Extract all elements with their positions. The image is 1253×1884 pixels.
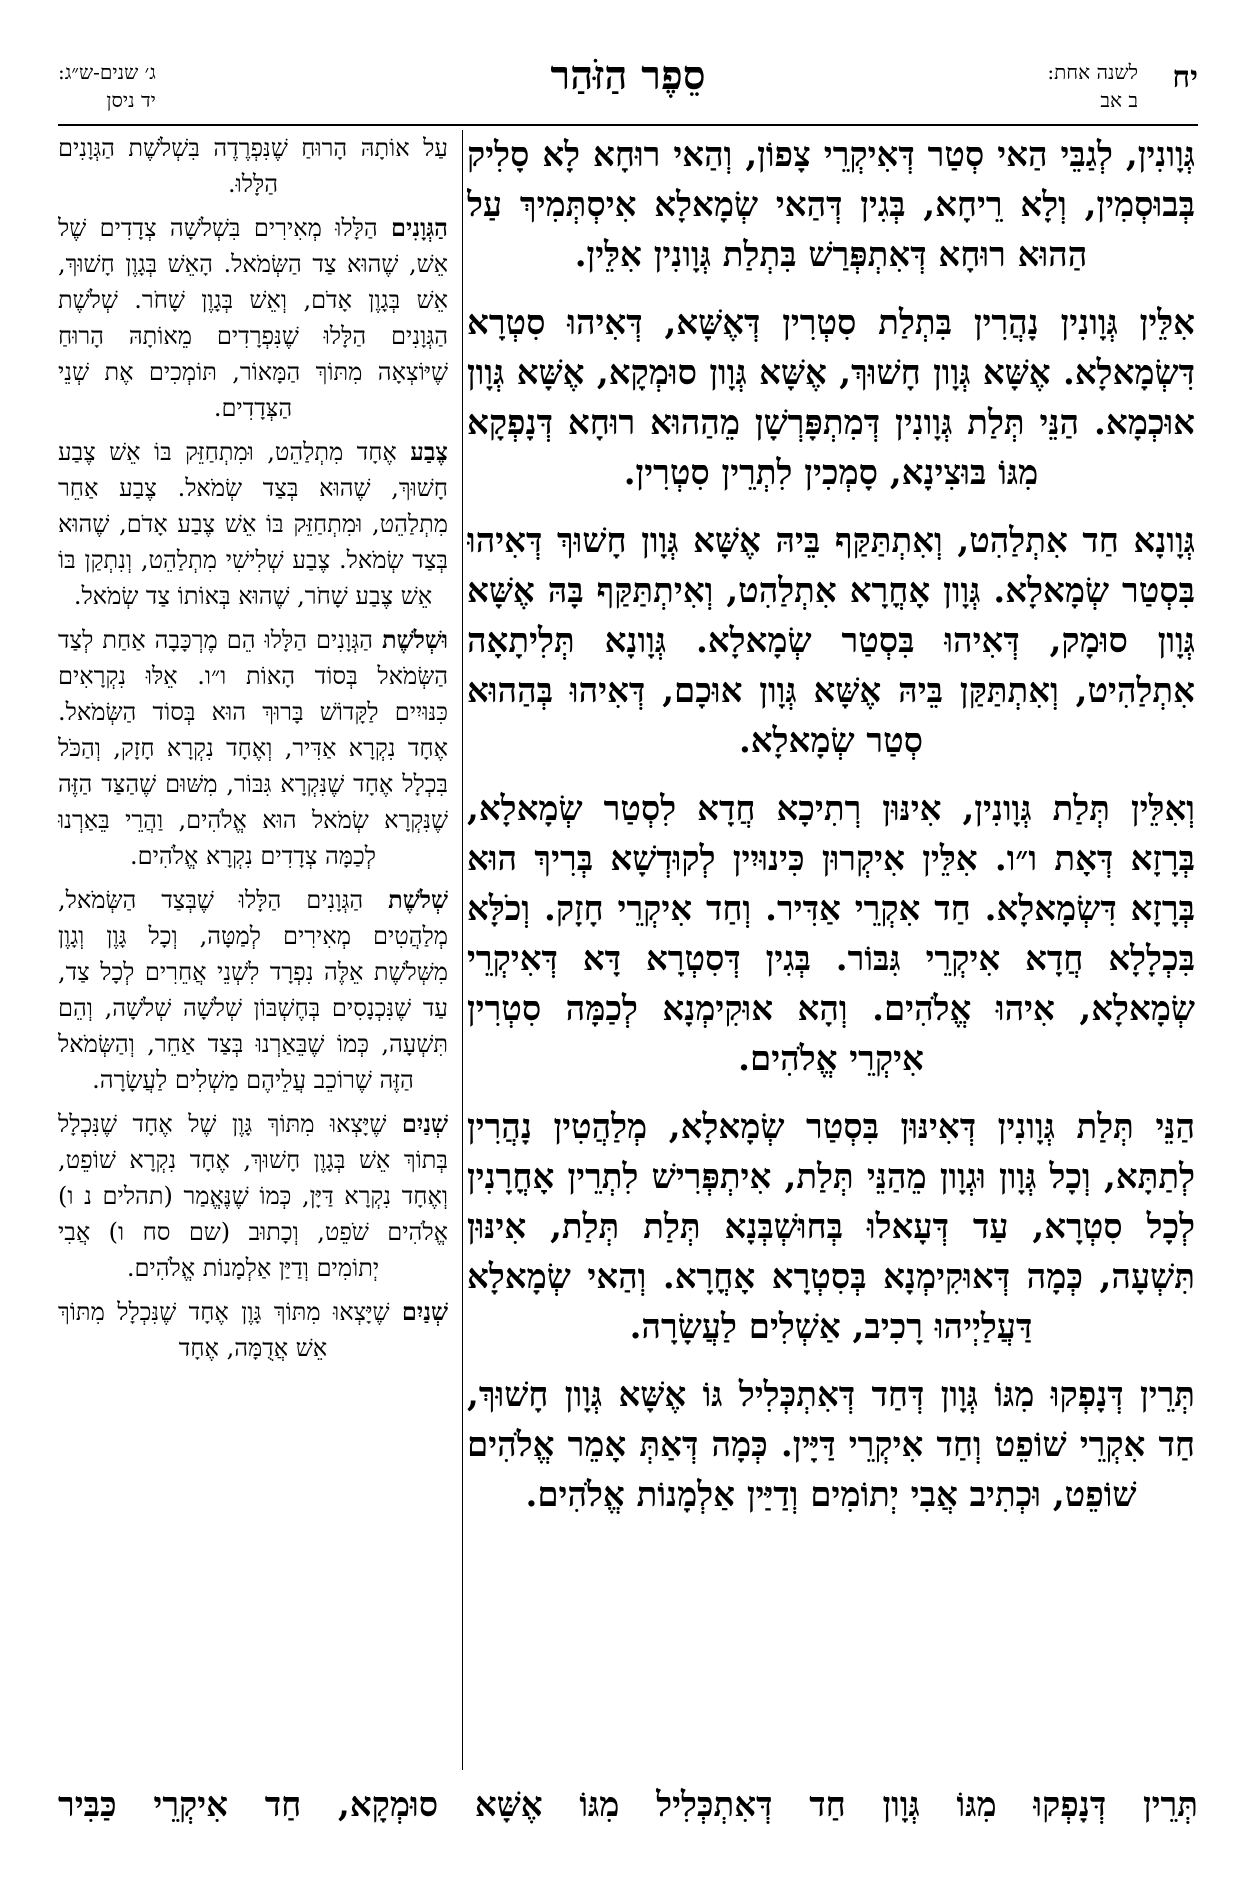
- translation-paragraph: [58, 434, 448, 614]
- paragraph-text: שֶׁיָּצְאוּ מִתּוֹךְ גָּוֶן שֶׁל אֶחָד שֶׁנִּכְלָל בְּתוֹךְ אֵשׁ בְּגָוֶן חָשׁוּךְ, אֶחָד נִקְרָא שׁוֹפֵט, וְאֶחָד נִקְרָא דַּיָּן, כְּמוֹ שֶׁנֶּאֱמַר (תהלים נ ו) אֱלֹהִים שֹׁפֵט, וְכָתוּב (שם סח ו) אֲבִי יְתוֹמִים וְדַיַּן אַלְמָנוֹת אֱלֹהִים.: [58, 1110, 448, 1282]
- schedule-three-years: [58, 58, 156, 114]
- paragraph-text: שֶׁיָּצְאוּ מִתּוֹךְ גָּוֶן אֶחָד שֶׁנִּכְלָל מִתּוֹךְ אֵשׁ אֲדֻמָּה, אֶחָד: [58, 1298, 402, 1362]
- paragraph-lead-word: שְׁנַיִם: [401, 1109, 448, 1138]
- paragraph-text: אֶחָד מִתְלַהֵט, וּמִתְחַזֵּק בּוֹ אֵשׁ צֶבַע חָשׁוּךְ, שֶׁהוּא בְּצַד שְׂמֹאל. צֶבַע אַחֵר מִתְלַהֵט, וּמִתְחַזֵּק בּוֹ אֵשׁ צֶבַע אָדֹם, שֶׁהוּא בְּצַד שְׂמֹאל. צֶבַע שְׁלִישִׁי מִתְלַהֵט, וְנִתְקַן בּוֹ אֵשׁ צֶבַע שָׁחֹר, שֶׁהוּא בְּאוֹתוֹ צַד שְׂמֹאל.: [58, 438, 448, 610]
- schedule-one-year-date: ב אב: [1100, 88, 1138, 112]
- aramaic-paragraph: הַנֵּי תְּלַת גְּוָונִין דְּאִינּוּן בִּסְטַר שְׂמָאלָא, מְלַהֲטִין נָהֲרִין לְתַתָּא, וְכָל גְּוָון וּגְוָון מֵהַנֵּי תְּלַת, אִיתְפְּרִישׁ לִתְרֵין אָחֳרָנִין לְכָל סִטְרָא, עַד דְּעָאלוּ בְּחוּשְׁבְּנָא תְּלַת תְּלַת, אִינּוּן תִּשְׁעָה, כְּמָה דְּאוּקִימְנָא בְּסִטְרָא אָחֳרָא. וְהַאי שְׂמָאלָא דַּעֲלַיְיהוּ רָכִיב, אַשְׁלִים לַעֲשָׂרָה.: [467, 1107, 1195, 1347]
- page-header: [58, 52, 1198, 122]
- aramaic-paragraph: אִלֵּין גְּוָונִין נָהֲרִין בִּתְלַת סִטְרִין דְּאֶשָּׁא, דְּאִיהוּ סִטְרָא דִּשְׂמָאלָא. אֶשָּׁא גְּוָון חָשׁוּךְ, אֶשָּׁא גְּוָון סוּמְקָא, אֶשָּׁא גְּוָון אוּכְמָא. הַנֵּי תְּלַת גְּוָונִין דְּמִתְפָּרְשָׁן מֵהַהוּא רוּחָא דְּנָפְקָא מִגּוֹ בּוּצִינָא, סָמְכִין לִתְרֵין סִטְרִין.: [467, 303, 1195, 493]
- paragraph-text: הַגְּוָנִים הַלָּלוּ הֵם מֶרְכָּבָה אַחַת לְצַד הַשְּׂמֹאל בְּסוֹד הָאוֹת ו״ו. אֵלּוּ נִקְרָאִים כִּנּוּיִים לַקָּדוֹשׁ בָּרוּךְ הוּא בְּסוֹד הַשְּׂמֹאל. אֶחָד נִקְרָא אַדִּיר, וְאֶחָד נִקְרָא חָזָק, וְהַכֹּל בִּכְלָל אֶחָד שֶׁנִּקְרָא גִּבּוֹר, מִשּׁוּם שֶׁהַצַּד הַזֶּה שֶׁנִּקְרָא שְׂמֹאל הוּא אֱלֹהִים, וַהֲרֵי בֵּאַרְנוּ לְכַמָּה צְדָדִים נִקְרָא אֱלֹהִים.: [58, 626, 448, 870]
- aramaic-paragraph: גְּוָונָא חַד אִתְלַהִט, וְאִתְתַּקַּף בֵּיהּ אֶשָּׁא גְּוָון חָשׁוּךְ דְּאִיהוּ בִּסְטַר שְׂמָאלָא. גְּוָון אָחֳרָא אִתְלַהִט, וְאִיתְתַּקַּף בָּהּ אֶשָּׁא גְּוָון סוּמָק, דְּאִיהוּ בִּסְטַר שְׂמָאלָא. גְּוָונָא תְּלִיתָאָה אִתְלַהִיט, וְאִתְתַּקַּן בֵּיהּ אֶשָּׁא גְּוָון אוּכָם, דְּאִיהוּ בְּהַהוּא סְטַר שְׂמָאלָא.: [467, 521, 1195, 761]
- paragraph-lead-word: שְׁנַיִם: [401, 1297, 448, 1326]
- book-title: סֵפֶר הַזֹּהַר: [550, 52, 706, 99]
- paragraph-lead-word: שְׁלֹשֶׁת: [388, 885, 448, 914]
- paragraph-text: הַגְּוָנִים הַלָּלוּ שֶׁבְּצַד הַשְּׂמֹאל, מְלַהֲטִים מְאִירִים לְמַטָּה, וְכָל גָּוֶן וְגָוֶן מִשְּׁלֹשֶׁת אֵלֶּה נִפְרָד לִשְׁנֵי אֲחֵרִים לְכָל צַד, עַד שֶׁנִּכְנָסִים בְּחֶשְׁבּוֹן שְׁלֹשָׁה שְׁלֹשָׁה, וְהֵם תִּשְׁעָה, כְּמוֹ שֶׁבֵּאַרְנוּ בְּצַד אַחֵר, וְהַשְּׂמֹאל הַזֶּה שֶׁרוֹכֵב עֲלֵיהֶם מַשְׁלִים לַעֲשָׂרָה.: [58, 886, 448, 1094]
- paragraph-lead-word: הַגְּוָנִים: [391, 213, 448, 242]
- aramaic-paragraph: וְאִלֵּין תְּלַת גְּוָונִין, אִינּוּן רְתִיכָא חֲדָא לִסְטַר שְׂמָאלָא, בְּרָזָא דְּאָת ו״ו. אִלֵּין אִיקְרוּן כִּינוּיִין לְקוּדְשָׁא בְּרִיךְ הוּא בְּרָזָא דִּשְׂמָאלָא. חַד אִקְרֵי אַדִּיר. וְחַד אִיקְרֵי חָזָק. וְכֹלָּא בִּכְלָלָא חֲדָא אִיקְרֵי גִּבּוֹר. בְּגִין דְּסִטְרָא דָּא דְּאִיקְרֵי שְׂמָאלָא, אִיהוּ אֱלֹהִים. וְהָא אוּקִימְנָא לְכַמָּה סִטְרִין אִיקְרֵי אֱלֹהִים.: [467, 789, 1195, 1079]
- schedule-three-years-label: ג׳ שנים-ש״ג:: [58, 60, 156, 84]
- aramaic-column: [467, 130, 1195, 1770]
- hebrew-translation-column: [58, 130, 448, 1770]
- schedule-one-year-label: לשנה אחת:: [1047, 60, 1138, 84]
- translation-paragraph: [58, 210, 448, 426]
- paragraph-lead-word: צֶבַע: [410, 437, 448, 466]
- paragraph-text: הַלָּלוּ מְאִירִים בִּשְׁלֹשָׁה צְדָדִים שֶׁל אֵשׁ, שֶׁהוּא צַד הַשְּׂמֹאל. הָאֵשׁ בְּגָוֶן חָשׁוּךְ, אֵשׁ בְּגָוֶן אָדֹם, וְאֵשׁ בְּגָוֶן שָׁחֹר. שְׁלֹשֶׁת הַגְּוָנִים הַלָּלוּ שֶׁנִּפְרָדִים מֵאוֹתָהּ הָרוּחַ שֶׁיּוֹצְאָה מִתּוֹךְ הַמָּאוֹר, תּוֹמְכִים אֶת שְׁנֵי הַצְּדָדִים.: [58, 214, 448, 422]
- translation-paragraph: [58, 622, 448, 874]
- schedule-three-years-date: יד ניסן: [106, 88, 156, 112]
- paragraph-lead-word: וּשְׁלֹשֶׁת: [382, 625, 448, 654]
- aramaic-paragraph: תְּרֵין דְּנָפְקוּ מִגּוֹ גְּוָון דְּחַד דְּאִתְכְּלִיל גּוֹ אֶשָּׁא גְּוָון חָשׁוּךְ, חַד אִקְרֵי שׁוֹפֵט וְחַד אִיקְרֵי דַּיָּין. כְּמָה דְּאַתְּ אָמֵר אֱלֹהִים שׁוֹפֵט, וּכְתִיב אֲבִי יְתוֹמִים וְדַיַּין אַלְמָנוֹת אֱלֹהִים.: [467, 1375, 1195, 1515]
- header-rule: [58, 124, 1198, 126]
- page-number: יח: [1172, 60, 1198, 95]
- translation-paragraph: [58, 1106, 448, 1286]
- full-width-continuation-line: תְּרֵין דְּנָפְקוּ מִגּוֹ גְּוָון חַד דְּאִתְכְּלִיל מִגּוֹ אֶשָּׁא סוּמְקָא, חַד אִיקְרֵי כַּבִּיר: [58, 1785, 1198, 1825]
- translation-paragraph: [58, 1294, 448, 1366]
- aramaic-paragraph: גְּוָונִין, לְגַבֵּי הַאי סְטַר דְּאִיקְרֵי צָפוֹן, וְהַאי רוּחָא לָא סָלִיק בְּבוּסְמִין, וְלָא רֵיחָא, בְּגִין דְּהַאי שְׂמָאלָא אִיסְתְּמִיךְ עַל הַהוּא רוּחָא דְּאִתְפְּרַשׁ בִּתְלַת גְּוָונִין אִלֵּין.: [467, 135, 1195, 275]
- column-divider: [462, 130, 463, 1770]
- translation-paragraph: [58, 130, 448, 202]
- paragraph-text: עַל אוֹתָהּ הָרוּחַ שֶׁנִּפְרֶדֶה בִּשְׁלֹשֶׁת הַגְּוָנִים הַלָּלוּ.: [58, 134, 448, 198]
- translation-paragraph: [58, 882, 448, 1098]
